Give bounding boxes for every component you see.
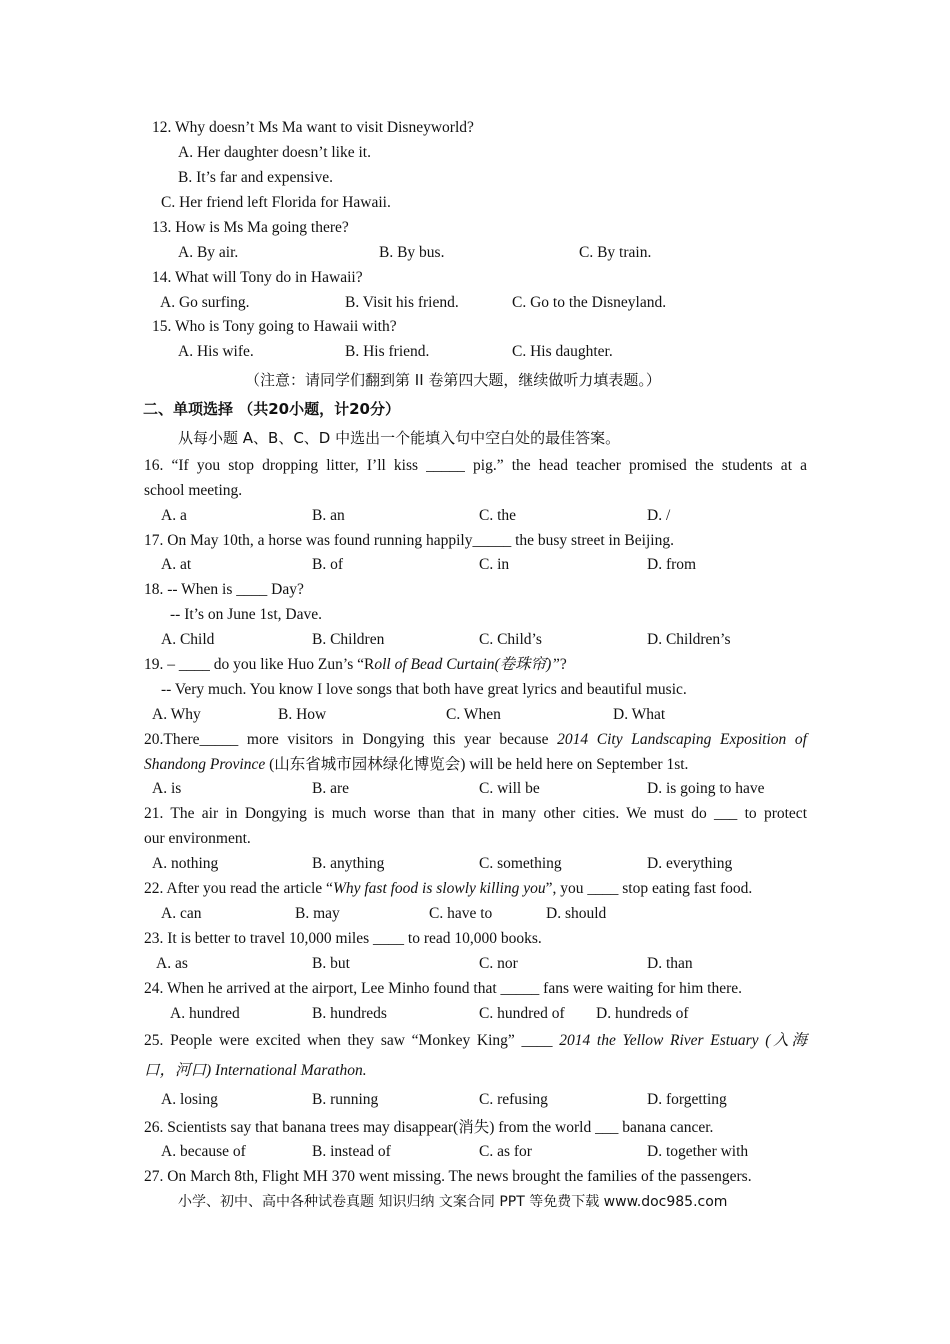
article-title: Why fast food is slowly killing you: [332, 880, 546, 897]
section-heading-label: 二、单项选择 （共: [143, 400, 269, 418]
question-21-line-1: 21. The air in Dongying is much worse than that in many other cities. We must do ___ to protect: [144, 805, 807, 822]
question-16-option-a: A. a: [161, 507, 187, 524]
question-17-option-a: A. at: [161, 556, 192, 573]
question-23-option-a: A. as: [156, 955, 188, 972]
exposition-title-cont: Shandong Province: [144, 756, 266, 773]
question-25-line-1: [144, 1031, 807, 1051]
question-15-stem: 15. Who is Tony going to Hawaii with?: [152, 318, 397, 335]
marathon-title: 2014 the Yellow River Estuary (入海: [559, 1032, 807, 1049]
question-20-option-c: C. will be: [479, 780, 540, 797]
question-12-option-c: C. Her friend left Florida for Hawaii.: [161, 194, 391, 211]
question-26-option-c: C. as for: [479, 1143, 532, 1160]
question-14-option-c: C. Go to the Disneyland.: [512, 294, 667, 311]
question-17-option-d: D. from: [647, 556, 697, 573]
question-20-option-a: A. is: [152, 780, 182, 797]
question-21-option-b: B. anything: [312, 855, 385, 872]
question-18-reply: -- It’s on June 1st, Dave.: [170, 606, 322, 623]
question-24-option-a: A. hundred: [170, 1005, 240, 1022]
question-16-option-b: B. an: [312, 507, 345, 524]
question-12-stem: 12. Why doesn’t Ms Ma want to visit Disneyworld?: [152, 119, 474, 136]
question-20-line-2: [144, 755, 688, 775]
question-20-option-b: B. are: [312, 780, 350, 797]
listening-note: （注意：请同学们翻到第 II 卷第四大题，继续做听力填表题。）: [245, 371, 661, 389]
question-25-line-1-start: 25. People were excited when they saw “Monkey King” ____: [144, 1032, 560, 1049]
question-19-stem-end: ?: [559, 656, 567, 673]
question-18-option-d: D. Children’s: [647, 631, 731, 648]
question-12-option-b: B. It’s far and expensive.: [178, 169, 333, 186]
question-18-option-c: C. Child’s: [479, 631, 542, 648]
question-25-option-b: B. running: [312, 1091, 379, 1108]
question-12-option-a: A. Her daughter doesn’t like it.: [178, 144, 371, 161]
question-22-option-a: A. can: [161, 905, 202, 922]
question-22-stem-end: ”, you ____ stop eating fast food.: [545, 880, 753, 897]
question-15-option-c: C. His daughter.: [512, 343, 613, 360]
question-19-stem: [144, 655, 567, 675]
question-16-option-d: D. /: [647, 507, 671, 524]
question-16-option-c: C. the: [479, 507, 517, 524]
question-26-option-d: D. together with: [647, 1143, 749, 1160]
question-20-line-2-end: (山东省城市园林绿化博览会) will be held here on September 1st.: [265, 756, 689, 773]
question-23-option-c: C. nor: [479, 955, 518, 972]
question-13-stem: 13. How is Ms Ma going there?: [152, 219, 349, 236]
footer-download-note: 小学、初中、高中各种试卷真题 知识归纳 文案合同 PPT 等免费下载 www.doc985.com: [178, 1194, 728, 1210]
question-22-option-c: C. have to: [429, 905, 493, 922]
question-24-option-c: C. hundred of: [479, 1005, 565, 1022]
question-22-option-d: D. should: [546, 905, 607, 922]
question-24-option-b: B. hundreds: [312, 1005, 387, 1022]
question-25-option-c: C. refusing: [479, 1091, 548, 1108]
question-19-reply: -- Very much. You know I love songs that both have great lyrics and beautiful music.: [161, 681, 687, 698]
question-27-stem: 27. On March 8th, Flight MH 370 went missing. The news brought the families of the passengers.: [144, 1168, 752, 1185]
question-20-option-d: D. is going to have: [647, 780, 765, 797]
question-14-stem: 14. What will Tony do in Hawaii?: [152, 269, 363, 286]
question-19-option-a: A. Why: [152, 706, 201, 723]
section-2-heading: [143, 399, 400, 419]
question-19-option-b: B. How: [278, 706, 327, 723]
question-15-option-b: B. His friend.: [345, 343, 430, 360]
question-23-option-d: D. than: [647, 955, 693, 972]
question-18-stem: 18. -- When is ____ Day?: [144, 581, 304, 598]
question-14-option-a: A. Go surfing.: [160, 294, 250, 311]
question-22-stem: [144, 879, 752, 899]
question-26-option-b: B. instead of: [312, 1143, 391, 1160]
section-score: 20: [349, 400, 370, 418]
question-16-line-2: school meeting.: [144, 482, 243, 499]
question-22-option-b: B. may: [295, 905, 340, 922]
question-21-option-c: C. something: [479, 855, 562, 872]
question-18-option-a: A. Child: [161, 631, 215, 648]
question-13-option-b: B. By bus.: [379, 244, 445, 261]
question-19-option-d: D. What: [613, 706, 666, 723]
question-18-option-b: B. Children: [312, 631, 385, 648]
question-25-option-d: D. forgetting: [647, 1091, 727, 1108]
question-19-stem-start: 19. – ____ do you like Huo Zun’s “R: [144, 656, 375, 673]
question-25-line-2: [144, 1061, 367, 1081]
question-17-stem: 17. On May 10th, a horse was found running happily_____ the busy street in Beijing.: [144, 532, 674, 549]
song-title: oll of Bead Curtain(卷珠帘)”: [374, 656, 560, 673]
question-21-line-2: our environment.: [144, 830, 251, 847]
question-25-option-a: A. losing: [161, 1091, 218, 1108]
question-20-line-1-start: 20.There_____ more visitors in Dongying this year because: [144, 731, 558, 748]
question-20-line-1: [144, 730, 807, 750]
question-24-stem: 24. When he arrived at the airport, Lee Minho found that _____ fans were waiting for him there.: [144, 980, 742, 997]
question-22-stem-start: 22. After you read the article “: [144, 880, 333, 897]
question-23-option-b: B. but: [312, 955, 350, 972]
question-21-option-d: D. everything: [647, 855, 733, 872]
question-13-option-a: A. By air.: [178, 244, 239, 261]
section-heading-end: 分）: [370, 400, 401, 418]
question-26-option-a: A. because of: [161, 1143, 246, 1160]
exposition-title: 2014 City Landscaping Exposition of: [557, 731, 807, 748]
question-17-option-b: B. of: [312, 556, 343, 573]
section-heading-mid: 小题，计: [289, 400, 350, 418]
question-13-option-c: C. By train.: [579, 244, 652, 261]
question-17-option-c: C. in: [479, 556, 510, 573]
question-24-option-d: D. hundreds of: [596, 1005, 689, 1022]
question-15-option-a: A. His wife.: [178, 343, 254, 360]
question-23-stem: 23. It is better to travel 10,000 miles ____ to read 10,000 books.: [144, 930, 542, 947]
question-14-option-b: B. Visit his friend.: [345, 294, 459, 311]
question-21-option-a: A. nothing: [152, 855, 219, 872]
question-19-option-c: C. When: [446, 706, 501, 723]
marathon-title-cont: 口，河口) International Marathon.: [144, 1062, 367, 1079]
section-2-instruction: 从每小题 A、B、C、D 中选出一个能填入句中空白处的最佳答案。: [178, 429, 621, 447]
question-16-line-1: 16. “If you stop dropping litter, I’ll kiss _____ pig.” the head teacher promised the students at a: [144, 457, 807, 474]
question-26-stem: 26. Scientists say that banana trees may disappear(消失) from the world ___ banana cancer.: [144, 1119, 714, 1136]
section-question-count: 20: [268, 400, 290, 418]
